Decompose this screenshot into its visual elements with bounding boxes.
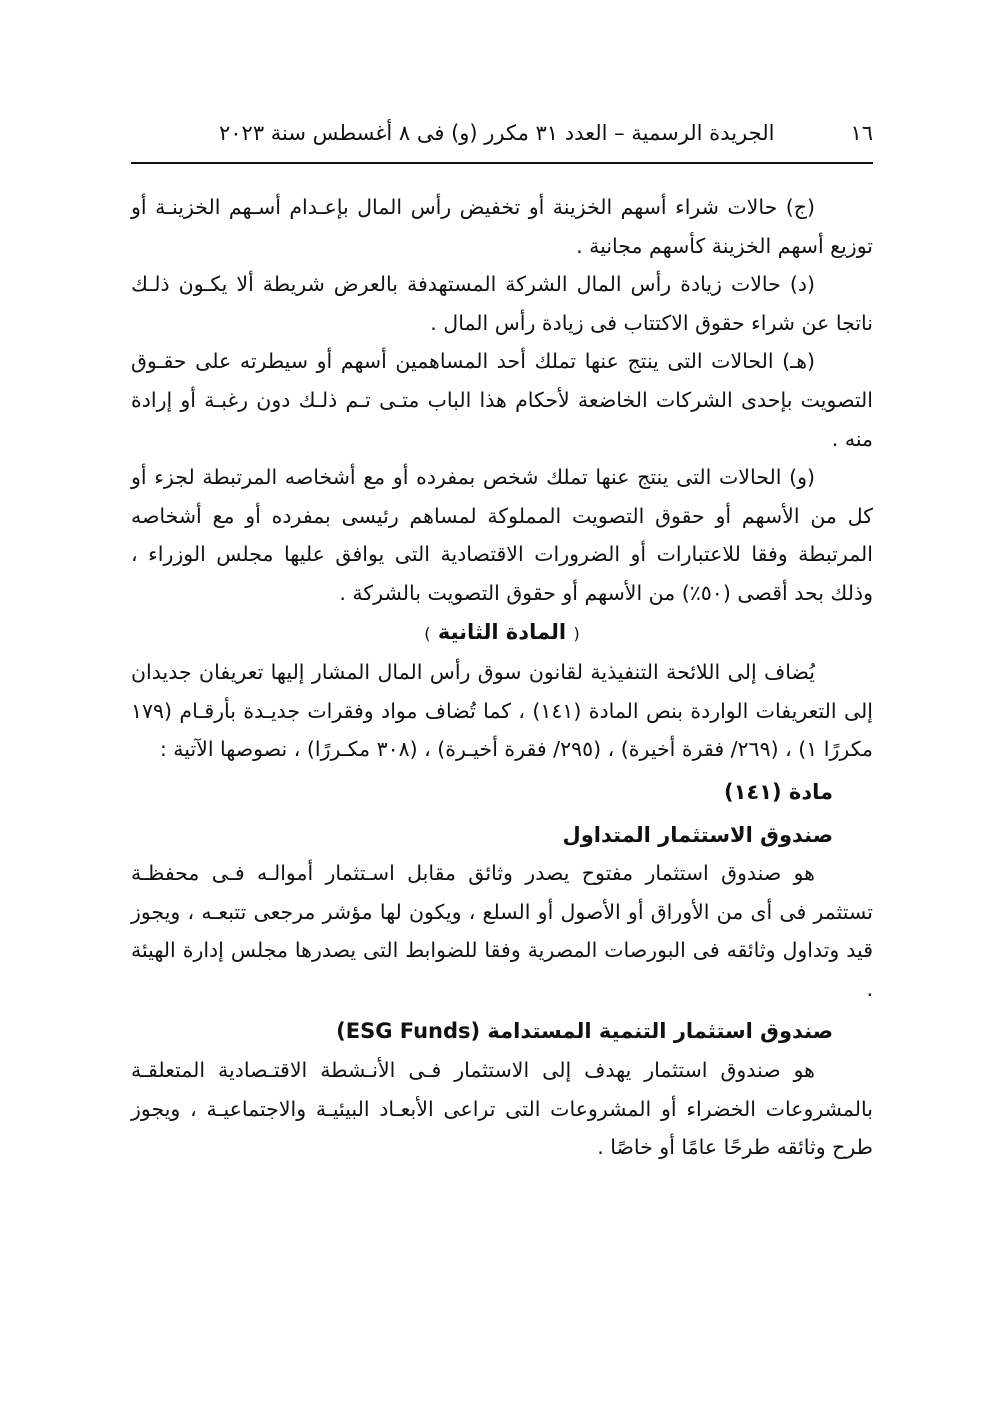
document-body <box>131 188 873 1167</box>
paragraph-dal: (د) حالات زيادة رأس المال الشركة المستهدفة بالعرض شريطة ألا يكـون ذلـك ناتجا عن شراء حقوق الاكتتاب فى زيادة رأس المال . <box>131 272 873 335</box>
header-rule <box>131 162 873 164</box>
article-two-text: يُضاف إلى اللائحة التنفيذية لقانون سوق رأس المال المشار إليها تعريفان جديدان إلى التعريفات الواردة بنص المادة (١٤١) ، كما تُضاف مواد وفقرات جديـدة بأرقـام (١٧٩ مكررًا ١) ، (٢٦٩/ فقرة أخيرة) ، (٢٩٥/ فقرة أخيـرة) ، (٣٠٨ مكـررًا) ، نصوصها الآتية : <box>131 660 873 762</box>
paragraph-waw: (و) الحالات التى ينتج عنها تملك شخص بمفرده أو مع أشخاصه المرتبطة لجزء أو كل من الأسهم أو حقوق التصويت المملوكة لمساهم رئيسى بمفرده أو مع أشخاصه المرتبطة وفقا للاعتبارات أو الضرورات الاقتصادية التى يوافق عليها مجلس الوزراء ، وذلك بحد أقصى (٥٠٪) من الأسهم أو حقوق التصويت بالشركة . <box>131 465 873 605</box>
page-header <box>131 108 873 158</box>
etf-definition-title: صندوق الاستثمار المتداول <box>562 822 833 847</box>
article-two-heading <box>131 613 873 654</box>
paragraph-ha: (هـ) الحالات التى ينتج عنها تملك أحد المساهمين أسهم أو سيطرته على حقـوق التصويت بإحدى الشركات الخاضعة لأحكام هذا الباب متـى تـم ذلـك دون رغبـة أو إرادة منه . <box>131 349 873 451</box>
esg-definition-text: هو صندوق استثمار يهدف إلى الاستثمار فـى الأنـشطة الاقتـصادية المتعلقـة بالمشروعات الخضراء أو المشروعات التى تراعى الأبعـاد البيئيـة والاجتماعيـة ، ويجوز طرح وثائقه طرحًا عامًا أو خاصًا . <box>131 1058 873 1160</box>
article-two-close-paren: ) <box>424 623 431 643</box>
running-title: الجريدة الرسمية – العدد ٣١ مكرر (و) فى ٨ أغسطس سنة ٢٠٢٣ <box>219 121 775 145</box>
etf-definition-text: هو صندوق استثمار مفتوح يصدر وثائق مقابل اسـتثمار أموالـه فـى محفظـة تستثمر فى أى من الأوراق أو الأصول أو السلع ، ويكون لها مؤشر مرجعى تتبعـه ، ويجوز قيد وتداول وثائقه فى البورصات المصرية وفقا للضوابط التى يصدرها مجلس إدارة الهيئة . <box>131 861 873 1001</box>
esg-definition-title: صندوق استثمار التنمية المستدامة (ESG Funds) <box>336 1019 833 1044</box>
article-141-heading: مادة (١٤١) <box>723 779 833 804</box>
paragraph-jim: (ج) حالات شراء أسهم الخزينة أو تخفيض رأس المال بإعـدام أسـهم الخزينـة أو توزيع أسهم الخزينة كأسهم مجانية . <box>131 195 873 258</box>
article-two-title: المادة الثانية <box>437 619 567 644</box>
page-number: ١٦ <box>850 121 873 145</box>
article-two-open-paren: ( <box>573 623 580 643</box>
